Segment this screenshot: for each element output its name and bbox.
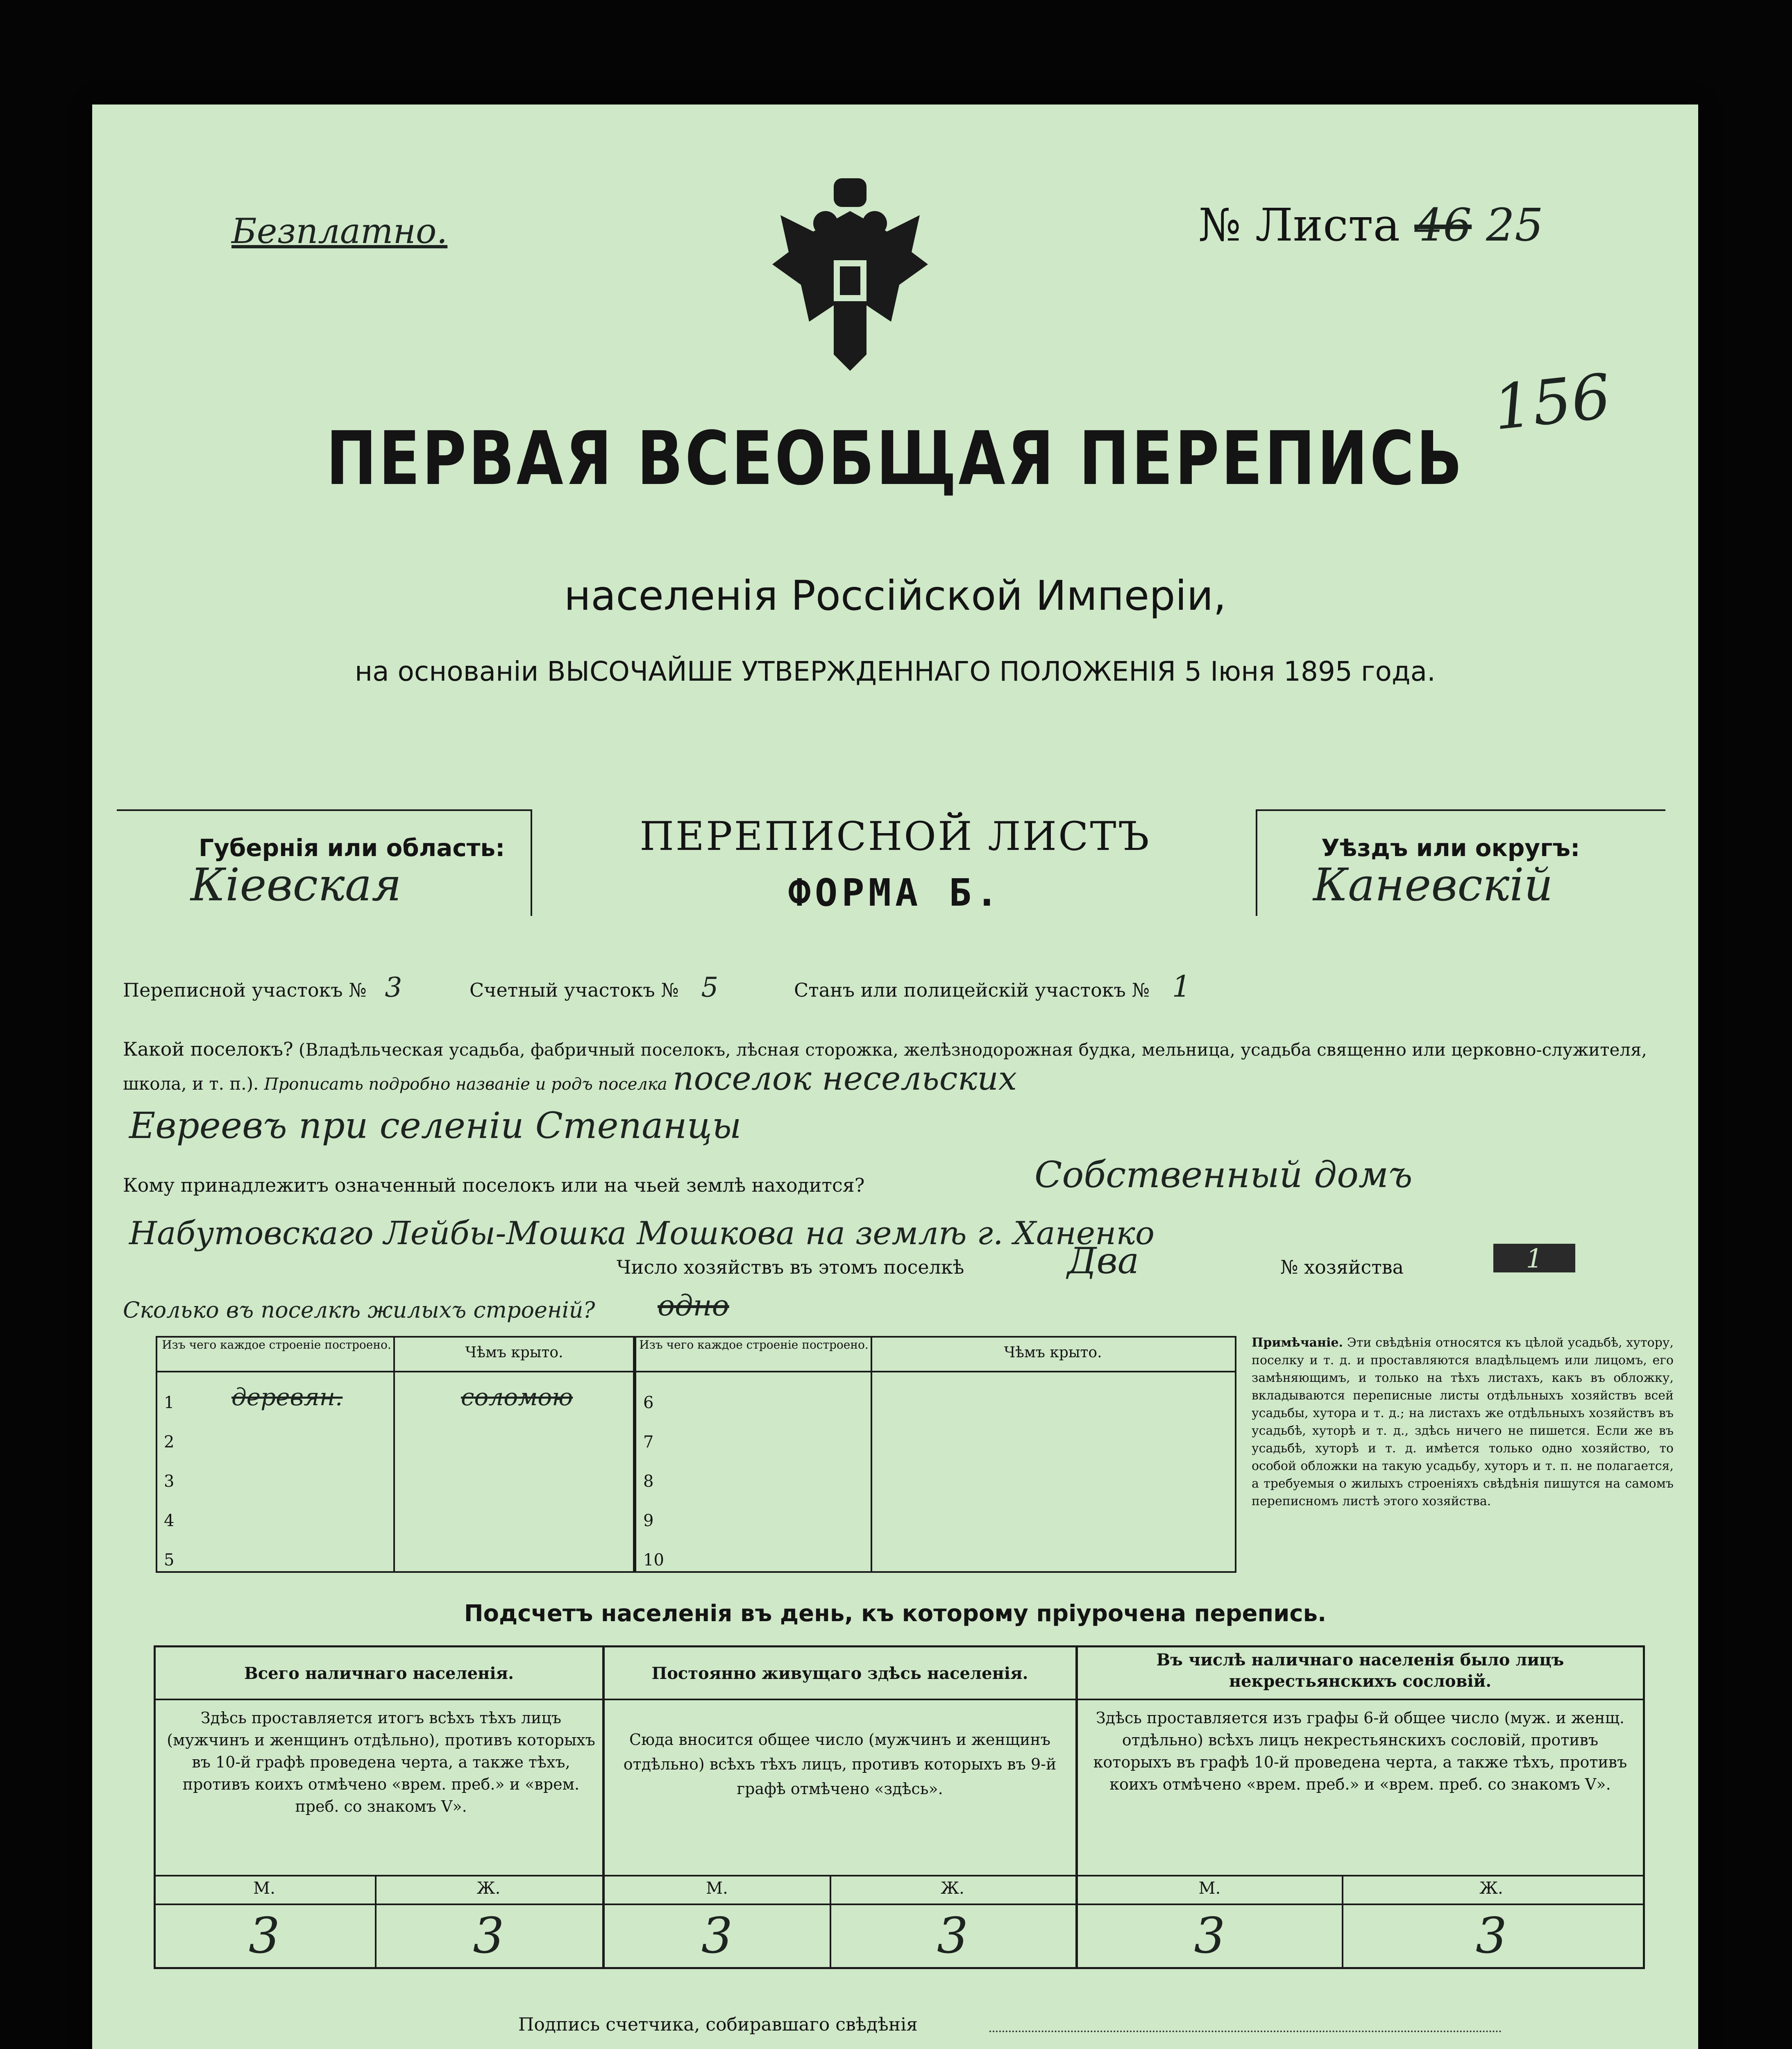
sheet-number [1198, 199, 1543, 251]
count-col2-text: Сюда вносится общее число (мужчинъ и женщинъ отдѣльно) всѣхъ тѣхъ лицъ, противъ которыхъ въ 9-й графѣ отмѣчено «здѣсь». [623, 1731, 1057, 1798]
count-col3-title: Въ числѣ наличнаго населенія было лицъ некрестьянскихъ сословій. [1156, 1650, 1564, 1691]
row-number: 8 [643, 1472, 654, 1491]
row-number: 4 [164, 1511, 175, 1530]
owner-value-1: Собственный домъ [1034, 1154, 1413, 1196]
col-roof-right: Чѣмъ крыто. [1004, 1344, 1102, 1361]
form-title: ПЕРЕПИСНОЙ ЛИСТЪ [640, 813, 1151, 859]
main-title: ПЕРВАЯ ВСЕОБЩАЯ ПЕРЕПИСЬ [326, 416, 1465, 502]
count-value: 3 [473, 1908, 504, 1965]
row1-built: деревян. [231, 1383, 343, 1411]
row-number: 6 [643, 1393, 654, 1412]
count-f-label: Ж. [1479, 1879, 1503, 1898]
settlement-field [123, 1035, 1676, 1099]
col-built-right: Изъ чего каждое строеніе построено. [639, 1338, 869, 1352]
count-m-label: М. [253, 1879, 275, 1898]
note-label: Примѣчаніе. [1252, 1336, 1343, 1350]
police-area-label: Станъ или полицейскій участокъ № [794, 979, 1150, 1001]
col-built-left: Изъ чего каждое строеніе построено. [162, 1338, 391, 1352]
row1-roof: соломою [461, 1383, 573, 1411]
note-text: Эти свѣдѣнія относятся къ цѣлой усадьбѣ, хутору, поселку и т. д. и проставляются владѣльцемъ или лицомъ, его замѣняющимъ, и только на тѣхъ листахъ, какъ въ обложку, вкладываются переписные листы отдѣльныхъ хозяйствъ всей усадьбы, хутора и т. д.; на листахъ же отдѣльныхъ хозяйствъ въ усадьбѣ, хуторѣ и т. д., здѣсь ничего не пишется. Если же въ усадьбѣ, хуторѣ и т. д. имѣется только одно хозяйство, то особой обложки на такую усадьбу, хуторъ и т. п. не полагается, а требуемыя о жилыхъ строеніяхъ свѣдѣнія пишутся на самомъ переписномъ листѣ этого хозяйства. [1252, 1336, 1674, 1508]
police-area-value: 1 [1172, 969, 1191, 1004]
row-number: 7 [643, 1433, 654, 1452]
households-label: Число хозяйствъ въ этомъ поселкѣ [617, 1256, 964, 1278]
count-col1-title: Всего наличнаго населенія. [244, 1664, 514, 1683]
count-col1-text: Здѣсь проставляется итогъ всѣхъ тѣхъ лицъ (мужчинъ и женщинъ отдѣльно), противъ которыхъ въ 10-й графѣ проведена черта, а также тѣхъ, противъ коихъ отмѣчено «врем. преб.» и «врем. преб. со знакомъ V». [167, 1709, 595, 1815]
district-value: Каневскiй [1313, 859, 1553, 911]
count-col3-text: Здѣсь проставляется изъ графы 6-й общее число (муж. и женщ. отдѣльно) всѣхъ лицъ некрестьянскихъ сословій, противъ которыхъ въ графѣ 10-й проведена черта, а также тѣхъ, противъ коихъ отмѣчено «врем. преб.» и «врем. преб. со знакомъ V». [1093, 1709, 1627, 1793]
row-number: 5 [164, 1551, 175, 1570]
count-value: 3 [701, 1908, 733, 1965]
households-value: Два [1067, 1240, 1139, 1282]
title-subtitle: населенія Россійской Имперіи, [564, 572, 1227, 620]
rows-left [164, 1383, 174, 1580]
form-name: ФОРМА Б. [788, 871, 1003, 915]
archive-number: 156 [1490, 361, 1614, 444]
counting-area-label: Счетный участокъ № [469, 979, 679, 1001]
row-number: 1 [164, 1393, 175, 1412]
sheet-number-value: 25 [1486, 199, 1544, 251]
settlement-label: Какой поселокъ? [123, 1038, 293, 1060]
count-m-label: М. [1198, 1879, 1221, 1898]
province-label: Губернія или область: [199, 834, 505, 862]
settlement-value-1: поселок несельских [672, 1059, 1017, 1097]
settlement-note: (Владѣльческая усадьба, фабричный поселокъ, лѣсная сторожка, желѣзнодорожная будка, мельница, усадьба священно или церковно-служителя, школа, и т. п.). [123, 1040, 1647, 1094]
area-line [123, 969, 1191, 1004]
imperial-eagle-emblem [764, 178, 936, 375]
census-area-label: Переписной участокъ № [123, 979, 367, 1001]
count-value: 3 [1194, 1908, 1225, 1965]
census-area-value: 3 [385, 972, 402, 1003]
title-basis: на основаніи ВЫСОЧАЙШЕ УТВЕРЖДЕННАГО ПОЛОЖЕНІЯ 5 Іюня 1895 года. [354, 656, 1436, 687]
household-number-value: 1 [1493, 1244, 1575, 1272]
owner-label: Кому принадлежитъ означенный поселокъ или на чьей землѣ находится? [123, 1174, 865, 1196]
count-col2-title: Постоянно живущаго здѣсь населенія. [651, 1664, 1028, 1683]
district-label: Уѣздъ или округъ: [1321, 834, 1580, 862]
signature-label: Подпись счетчика, собиравшаго свѣдѣнія [518, 2014, 918, 2035]
free-label: Безплатно. [231, 211, 448, 251]
signature-line [989, 2031, 1502, 2032]
count-f-label: Ж. [476, 1879, 501, 1898]
count-value: 3 [1475, 1908, 1507, 1965]
sheet-number-label: № Листа [1198, 199, 1400, 251]
settlement-hint: Прописать подробно названіе и родъ поселка [264, 1075, 667, 1094]
province-value: Кіевская [191, 859, 402, 911]
census-form-sheet [92, 104, 1698, 2049]
note-block [1252, 1334, 1674, 1510]
buildings-value: одно [658, 1289, 729, 1322]
row-number: 9 [643, 1511, 654, 1530]
buildings-label: Сколько въ поселкѣ жилыхъ строеній? [123, 1297, 595, 1323]
count-value: 3 [937, 1908, 969, 1965]
row-number: 2 [164, 1433, 175, 1452]
settlement-value-2: Евреевъ при селеніи Степанцы [129, 1104, 742, 1147]
sheet-number-struck: 46 [1414, 199, 1472, 251]
count-value: 3 [248, 1908, 280, 1965]
count-f-label: Ж. [941, 1879, 964, 1898]
owner-value-2: Набутовскаго Лейбы-Мошка Мошкова на землѣ г. Ханенко [129, 1215, 1155, 1252]
row-number: 10 [643, 1551, 664, 1570]
counting-area-value: 5 [701, 972, 719, 1003]
col-roof-left: Чѣмъ крыто. [465, 1344, 563, 1361]
household-number-label: № хозяйства [1280, 1256, 1404, 1278]
count-heading: Подсчетъ населенія въ день, къ которому пріурочена перепись. [464, 1600, 1327, 1627]
count-m-label: М. [706, 1879, 728, 1898]
row-number: 3 [164, 1472, 175, 1491]
rows-right [643, 1383, 664, 1580]
